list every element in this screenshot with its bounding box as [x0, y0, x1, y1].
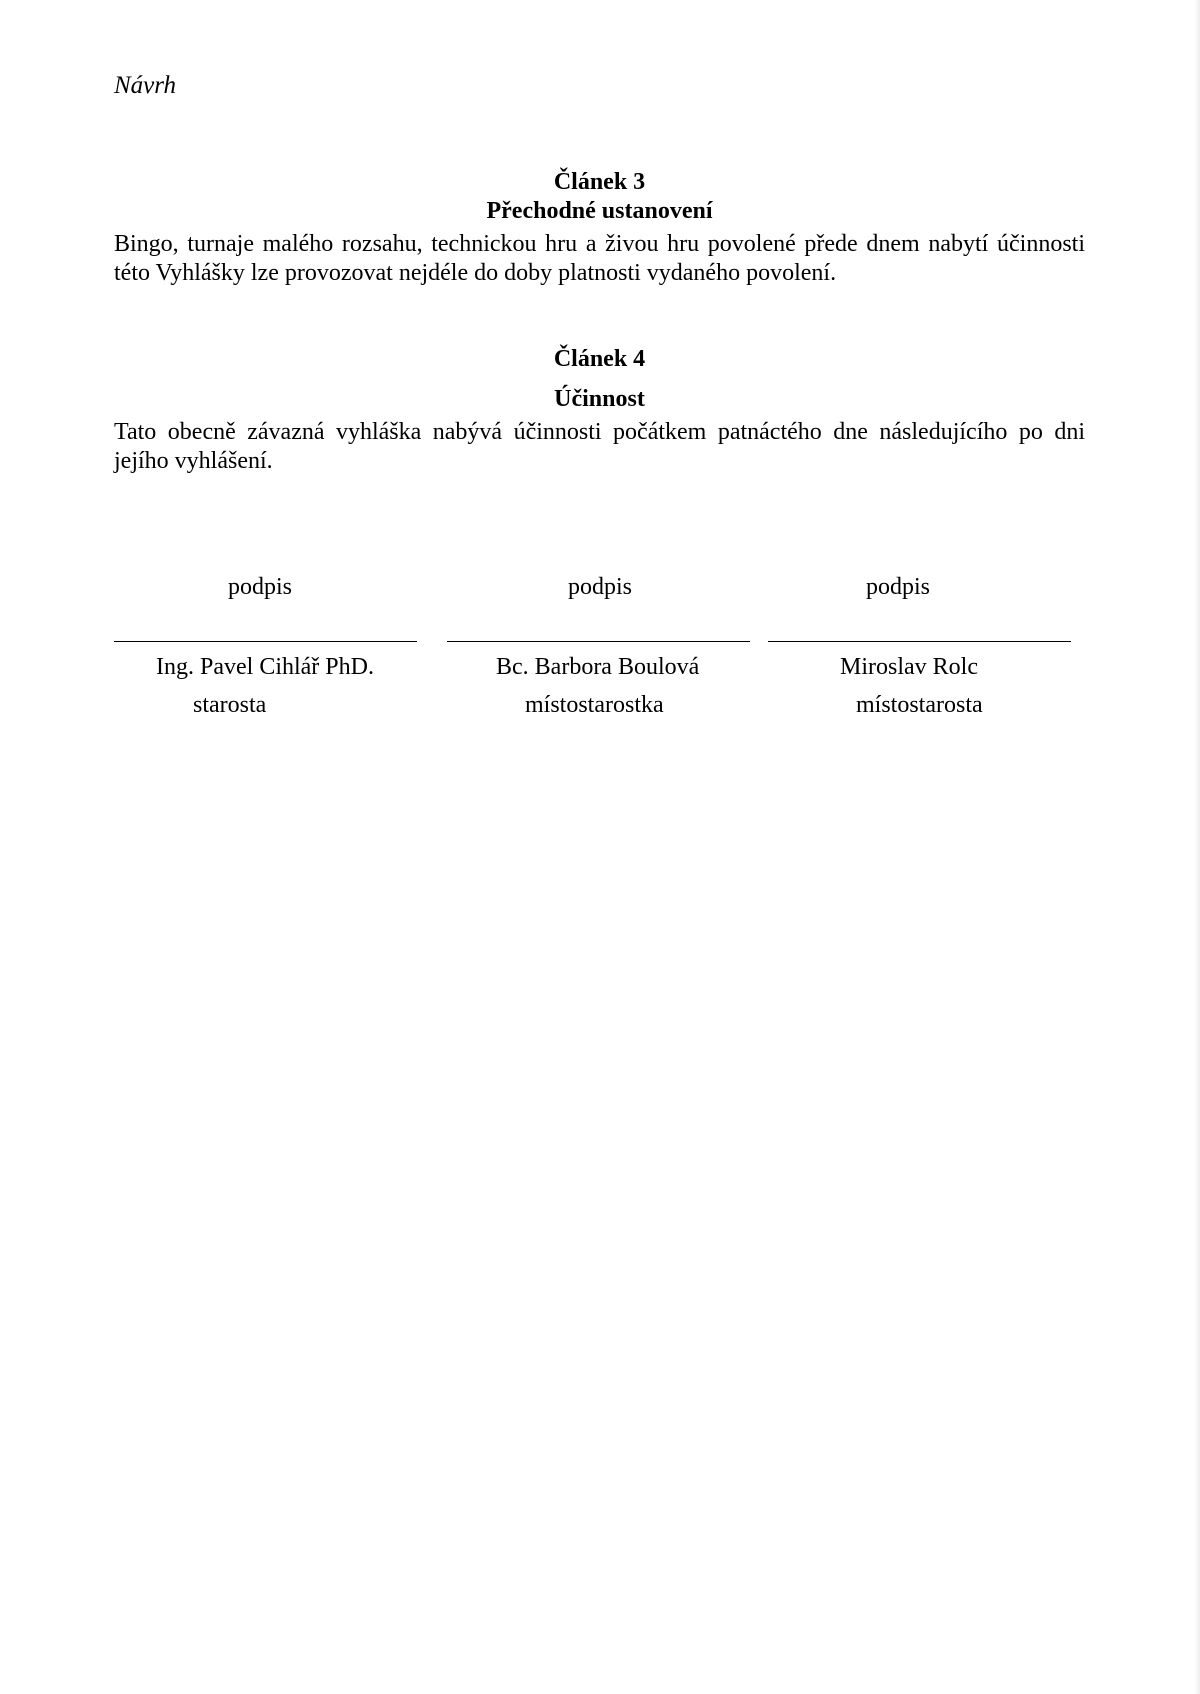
article-title: Přechodné ustanovení: [486, 198, 713, 224]
signatory-role: místostarosta: [856, 692, 983, 718]
signature-block: [114, 572, 1074, 732]
article-body: Bingo, turnaje malého rozsahu, technickou hru a živou hru povolené přede dnem nabytí účinnosti této Vyhlášky lze provozovat nejdéle do doby platnosti vydaného povolení.: [114, 231, 1085, 286]
signature-mistostarosta: [768, 572, 1071, 732]
signature-starosta: [114, 572, 417, 732]
page-edge: [1194, 0, 1200, 1694]
signature-line: [114, 641, 417, 642]
article-4: [114, 345, 1085, 476]
signatory-role: starosta: [193, 692, 267, 718]
article-body: Tato obecně závazná vyhláška nabývá účinnosti počátkem patnáctého dne následujícího po dni jejího vyhlášení.: [114, 419, 1085, 474]
signature-label: podpis: [568, 574, 633, 600]
signatory-name: Bc. Barbora Boulová: [496, 654, 700, 680]
signatory-role: místostarostka: [525, 692, 664, 718]
signature-line: [768, 641, 1071, 642]
signatory-name: Miroslav Rolc: [840, 654, 978, 680]
draft-label: Návrh: [114, 72, 177, 99]
article-number: Článek 3: [553, 169, 646, 195]
signature-line: [447, 641, 750, 642]
article-number: Článek 4: [553, 346, 646, 372]
article-3: [114, 168, 1085, 288]
article-title: Účinnost: [554, 386, 645, 412]
signatory-name: Ing. Pavel Cihlář PhD.: [156, 654, 374, 680]
signature-mistostarostka: [447, 572, 750, 732]
signature-label: podpis: [228, 574, 293, 600]
signature-label: podpis: [866, 574, 931, 600]
